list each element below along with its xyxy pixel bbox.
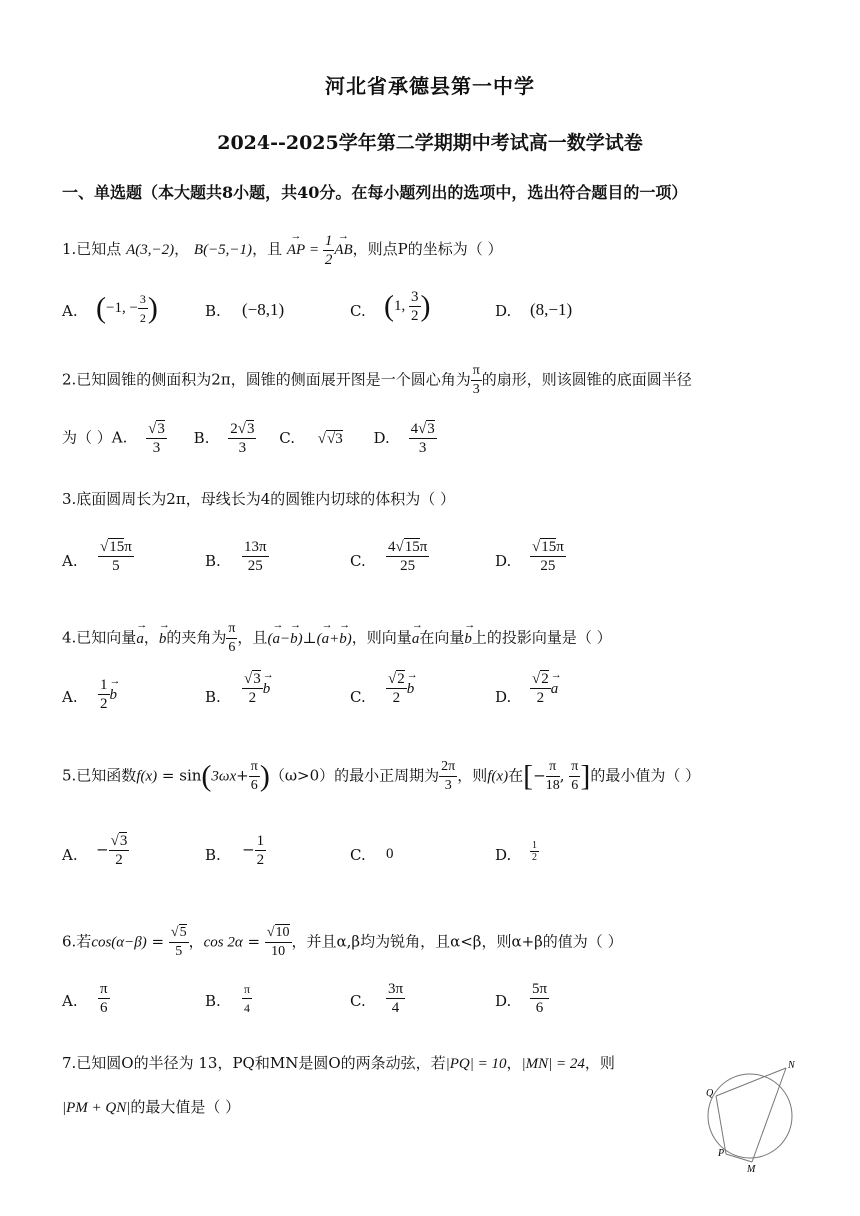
question-7: 7.已知圆O的半径为 13，PQ和MN是圆O的两条动弦，若|PQ| = 10，|MN| = 24，则	[62, 1054, 615, 1072]
q4-option-d: $\frac{√2}{2}$ → a	[530, 670, 558, 707]
q6-option-b: $\frac{\pi}{4}$	[244, 982, 251, 1015]
formula-ap-ab: → AP = $\frac{1}{2}$ → AB	[287, 242, 353, 258]
q1-option-b-label: B.	[205, 302, 221, 320]
question-2: 2.已知圆锥的侧面积为2π，圆锥的侧面展开图是一个圆心角为 $\frac{\pi}{3}$ 的扇形，则该圆锥的底面圆半径	[62, 363, 692, 397]
q5-option-c: 0	[386, 846, 394, 862]
q1-option-c: (1, $\frac{3}{2}$ )	[384, 289, 431, 324]
question-7-cont: |PM + QN|的最大值是（ ）	[62, 1098, 241, 1116]
label-m: M	[747, 1164, 756, 1174]
q1-option-b: (−8,1)	[242, 300, 285, 319]
q4-option-b: $\frac{√3}{2}$ → b	[242, 670, 270, 707]
question-4: 4.已知向量→ a，→ b的夹角为 $\frac{\pi}{6}$ ，且(→ a−→ b)⊥(→ a+→ b)，则向量→ a在向量→ b上的投影向量是（ ）	[62, 620, 612, 657]
q1-option-c-label: C.	[350, 302, 366, 320]
q6-option-a: $\frac{\pi}{6}$	[100, 981, 108, 1016]
exam-title: 2024--2025学年第二学期期中考试高一数学试卷	[217, 132, 643, 154]
q1-option-a: (−1, − $\frac{3}{2}$ )	[96, 291, 158, 325]
question-5: 5.已知函数f(x) = sin(3ωx+ $\frac{\pi}{6}$ )（ω>0）的最小正周期为 $\frac{2\pi}{3}$ ，则f(x)在[− $\frac{\pi}{18}$ , $\frac{\pi}{6}$ ]的最小值为（ ）	[62, 759, 701, 793]
label-p: P	[718, 1148, 725, 1159]
exam-page: 河北省承德县第一中学 2024--2025学年第二学期期中考试高一数学试卷 一、单选题（本大题共8小题，共40分。在每小题列出的选项中，选出符合题目的一项） 1.已知点 A(3,−2)， B(−5,−1)，且 → AP = $\frac{1}{2}$ → AB，则点P的坐标为（ ） A. (−1, − $\frac{3}{2}$ ) B. (−8,1) C. (1, $\frac{3}{2}$ ) D. (8,−1) 2.已知圆锥的侧面积为2π，圆锥的侧面展开图是一个圆心角为 $\frac{\pi}{3}$ 的扇形，则该圆锥的底面圆半径 为（ ）A. $\frac{√3}{3}$ B. $\frac{2√3}{3}$ C. √√3 D. $\frac{4√3}{3}$ 3.底面圆周长为2π，母线长为4的圆锥内切球的体积为（ ） A. $\frac{√15\pi}{5}$ B. $\frac{13\pi}{25}$ C. $\frac{4√15\pi}{25}$ D. $\frac{√15\pi}{25}$ 4.已知向量→ a，→ b的夹角为 $\frac{\pi}{6}$ ，且(→ a−→ b)⊥(→ a+→ b)，则向量→ a在向量→ b上的投影向量是（ ） A. $\frac{1}{2}$ → b B. $\frac{√3}{2}$ → b C. $\frac{√2}{2}$ → b D. $\frac{√2}{2}$ → a 5.已知函数f(x) = sin(3ωx+ $\frac{\pi}{6}$ )（ω>0）的最小正周期为 $\frac{2\pi}{3}$ ，则f(x)在[− $\frac{\pi}{18}$ , $\frac{\pi}{6}$ ]的最小值为（ ） A. − $\frac{√3}{2}$ B. − $\frac{1}{2}$ C. 0 D. $\frac{1}{2}$ 6.若cos(α−β) = $\frac{√5}{5}$ ，cos 2α = $\frac{√10}{10}$ ，并且α,β均为锐角，且α<β，则α+β的值为（ ） A. $\frac{\pi}{6}$ B. $\frac{\pi}{4}$ C. $\frac{3\pi}{4}$ D. $\frac{5\pi}{6}$ 7.已知圆O的半径为 13，PQ和MN是圆O的两条动弦，若|PQ| = 10，|MN| = 24，则 |PM + QN|的最大值是（ ） N Q P M	[0, 0, 860, 1216]
question-6: 6.若cos(α−β) = $\frac{√5}{5}$ ，cos 2α = $\frac{√10}{10}$ ，并且α,β均为锐角，且α<β，则α+β的值为（ ）	[62, 925, 623, 959]
q6-option-d: $\frac{5\pi}{6}$	[532, 981, 548, 1016]
question-2-cont: 为（ ）A. $\frac{√3}{3}$ B. $\frac{2√3}{3}$ C. √√3 D. $\frac{4√3}{3}$	[62, 421, 435, 456]
q5-option-b: − $\frac{1}{2}$	[242, 833, 265, 868]
q3-option-d: $\frac{√15\pi}{25}$	[532, 539, 564, 574]
section-heading: 一、单选题（本大题共8小题，共40分。在每小题列出的选项中，选出符合题目的一项）	[62, 183, 688, 202]
school-title: 河北省承德县第一中学	[325, 74, 535, 98]
question-3: 3.底面圆周长为2π，母线长为4的圆锥内切球的体积为（ ）	[62, 490, 456, 508]
q4-option-a: $\frac{1}{2}$ → b	[98, 676, 117, 713]
q3-option-a: $\frac{√15\pi}{5}$	[100, 539, 132, 574]
question-1: 1.已知点 A(3,−2)， B(−5,−1)，且 → AP = $\frac{1}{2}$ → AB，则点P的坐标为（ ）	[62, 232, 503, 269]
q6-option-c: $\frac{3\pi}{4}$	[388, 981, 404, 1016]
q4-option-c: $\frac{√2}{2}$ → b	[386, 670, 414, 707]
label-q: Q	[706, 1088, 714, 1099]
q5-option-a: − $\frac{√3}{2}$	[96, 833, 128, 868]
q3-option-b: $\frac{13\pi}{25}$	[244, 539, 267, 574]
q1-option-d: (8,−1)	[530, 300, 573, 319]
q5-option-d: $\frac{1}{2}$	[532, 840, 537, 863]
q1-option-a-label: A.	[62, 302, 78, 320]
q1-option-d-label: D.	[495, 302, 512, 320]
circle-figure	[700, 1058, 800, 1174]
label-n: N	[788, 1060, 795, 1071]
q3-option-c: $\frac{4√15\pi}{25}$	[388, 539, 428, 574]
